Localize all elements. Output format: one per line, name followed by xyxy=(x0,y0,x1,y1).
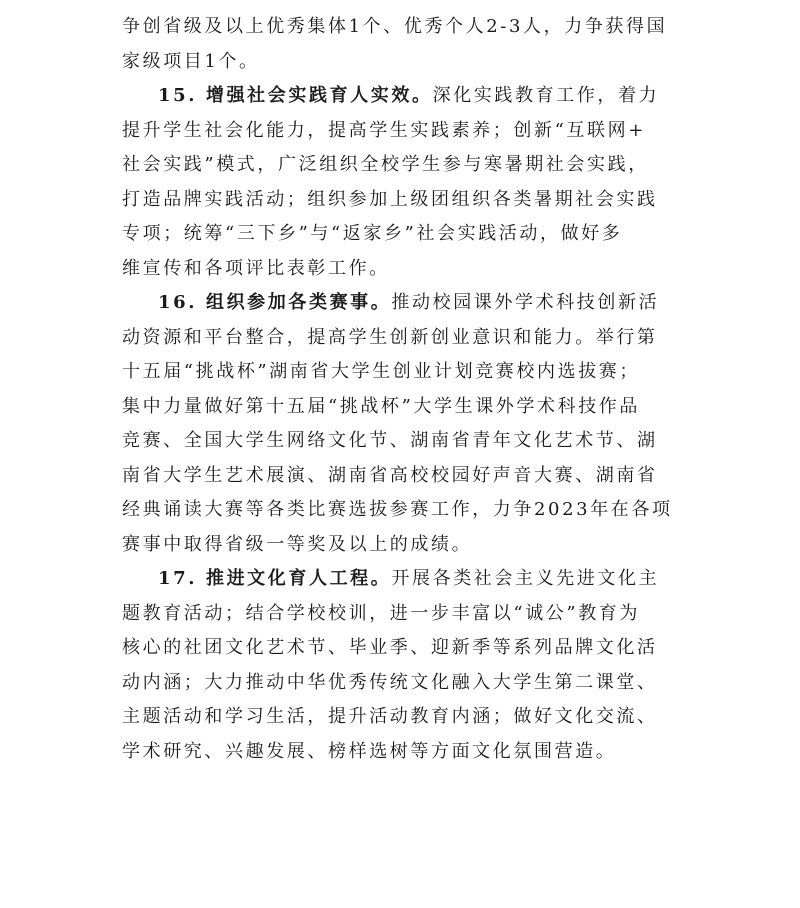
text-line: 南省大学生艺术展演、湖南省高校校园好声音大赛、湖南省 xyxy=(122,464,658,486)
text-line xyxy=(122,79,682,114)
text-line xyxy=(122,562,682,597)
text-line: 核心的社团文化艺术节、毕业季、迎新季等系列品牌文化活 xyxy=(122,637,658,658)
text-line: 主题活动和学习生活，提升活动教育内涵；做好文化交流、 xyxy=(122,706,658,727)
item-heading-15: 15. 增强社会实践育人实效。 xyxy=(158,85,433,106)
text-line: 赛事中取得省级一等奖及以上的成绩。 xyxy=(122,533,473,555)
text-line: 提升学生社会化能力，提高学生实践素养；创新“互联网+ xyxy=(122,119,646,141)
text-line: 专项；统筹“三下乡”与“返家乡”社会实践活动，做好多 xyxy=(122,223,623,244)
text-line: 学术研究、兴趣发展、榜样选树等方面文化氛围营造。 xyxy=(122,740,617,762)
paragraph-continuation xyxy=(122,10,682,79)
text-line: 家级项目1个。 xyxy=(122,50,260,72)
text-line: 社会实践”模式，广泛组织全校学生参与寒暑期社会实践， xyxy=(122,154,649,175)
text-line: 维宣传和各项评比表彰工作。 xyxy=(122,257,390,279)
paragraph-item-17 xyxy=(122,562,682,769)
text-line: 动内涵；大力推动中华优秀传统文化融入大学生第二课堂、 xyxy=(122,671,658,693)
document-body xyxy=(122,10,682,769)
text-span: 推动校园课外学术科技创新活 xyxy=(391,292,660,313)
text-line: 集中力量做好第十五届“挑战杯”大学生课外学术科技作品 xyxy=(122,395,641,417)
text-line: 争创省级及以上优秀集体1个、优秀个人2-3人，力争获得国 xyxy=(122,16,668,37)
text-line: 经典诵读大赛等各类比赛选拔参赛工作，力争2023年在各项 xyxy=(122,499,673,520)
text-line: 题教育活动；结合学校校训，进一步丰富以“诚公”教育为 xyxy=(122,602,641,624)
text-line: 打造品牌实践活动；组织参加上级团组织各类暑期社会实践 xyxy=(122,188,658,210)
text-line: 竞赛、全国大学生网络文化节、湖南省青年文化艺术节、湖 xyxy=(122,430,658,451)
item-heading-16: 16. 组织参加各类赛事。 xyxy=(158,292,392,313)
item-heading-17: 17. 推进文化育人工程。 xyxy=(158,568,392,589)
text-span: 开展各类社会主义先进文化主 xyxy=(391,568,660,589)
paragraph-item-15 xyxy=(122,79,682,286)
paragraph-item-16 xyxy=(122,286,682,562)
text-line: 动资源和平台整合，提高学生创新创业意识和能力。举行第 xyxy=(122,326,658,348)
text-line xyxy=(122,286,682,321)
text-span: 深化实践教育工作，着力 xyxy=(432,85,660,106)
text-line: 十五届“挑战杯”湖南省大学生创业计划竞赛校内选拔赛； xyxy=(122,361,641,382)
